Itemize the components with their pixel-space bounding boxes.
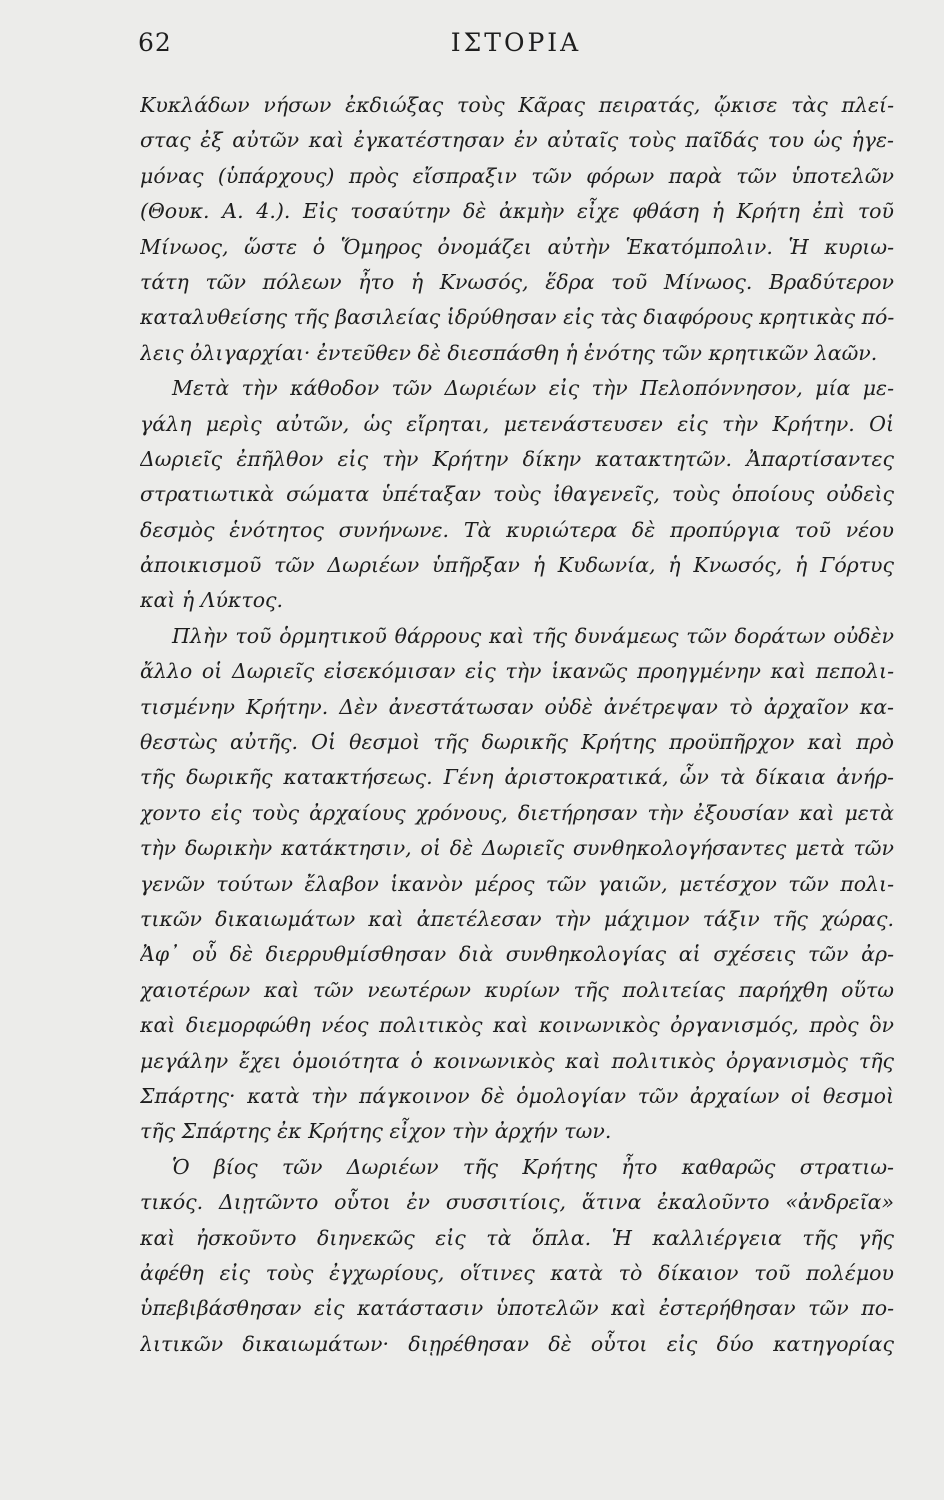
text-line: τάτη τῶν πόλεων ἦτο ἡ Κνωσός, ἕδρα τοῦ Μίνωος. Βραδύτερον <box>140 269 894 294</box>
text-line: Ἀφ᾽ οὗ δὲ διερρυθμίσθησαν διὰ συνθηκολογίας αἱ σχέσεις τῶν ἀρ- <box>140 942 894 967</box>
text-line: καὶ διεμορφώθη νέος πολιτικὸς καὶ κοινωνικὸς ὀργανισμός, πρὸς ὃν <box>140 1013 894 1038</box>
text-line: χαιοτέρων καὶ τῶν νεωτέρων κυρίων τῆς πολιτείας παρήχθη οὕτω <box>140 977 894 1002</box>
text-line: ἀφέθη εἰς τοὺς ἐγχωρίους, οἵτινες κατὰ τὸ δίκαιον τοῦ πολέμου <box>140 1260 894 1285</box>
text-line: Μετὰ τὴν κάθοδον τῶν Δωριέων εἰς τὴν Πελοπόννησον, μία με- <box>172 376 894 401</box>
text-line: καὶ ἡ Λύκτος. <box>140 588 284 613</box>
text-line: τῆς Σπάρτης ἐκ Κρήτης εἶχον τὴν ἀρχήν των. <box>140 1119 612 1144</box>
running-title: ΙΣΤΟΡΙΑ <box>450 28 582 57</box>
text-line: καταλυθείσης τῆς βασιλείας ἱδρύθησαν εἰς τὰς διαφόρους κρητικὰς πό- <box>140 305 894 330</box>
text-line: ἄλλο οἱ Δωριεῖς εἰσεκόμισαν εἰς τὴν ἱκανῶς προηγμένην καὶ πεπολι- <box>140 659 894 684</box>
text-line: Πλὴν τοῦ ὁρμητικοῦ θάρρους καὶ τῆς δυνάμεως τῶν δοράτων οὐδὲν <box>172 623 894 648</box>
text-line: Μίνωος, ὥστε ὁ Ὅμηρος ὀνομάζει αὐτὴν Ἑκατόμπολιν. Ἡ κυριω- <box>140 234 894 259</box>
text-line: ὑπεβιβάσθησαν εἰς κατάστασιν ὑποτελῶν καὶ ἐστερήθησαν τῶν πο- <box>140 1296 894 1321</box>
text-line: τῆς δωρικῆς κατακτήσεως. Γένη ἀριστοκρατικά, ὧν τὰ δίκαια ἀνήρ- <box>140 765 894 790</box>
text-line: στας ἐξ αὐτῶν καὶ ἐγκατέστησαν ἐν αὐταῖς τοὺς παῖδάς του ὡς ἡγε- <box>140 128 894 153</box>
text-line: γενῶν τούτων ἔλαβον ἱκανὸν μέρος τῶν γαιῶν, μετέσχον τῶν πολι- <box>140 871 894 896</box>
text-line: Ὁ βίος τῶν Δωριέων τῆς Κρήτης ἦτο καθαρῶς στρατιω- <box>172 1154 894 1179</box>
page-number: 62 <box>138 28 172 57</box>
text-line: τικός. Διῃτῶντο οὗτοι ἐν συσσιτίοις, ἅτινα ἐκαλοῦντο «ἀνδρεῖα» <box>140 1190 894 1215</box>
text-line: (Θουκ. Α. 4.). Εἰς τοσαύτην δὲ ἀκμὴν εἶχε φθάση ἡ Κρήτη ἐπὶ τοῦ <box>140 199 894 224</box>
text-line: στρατιωτικὰ σώματα ὑπέταξαν τοὺς ἰθαγενεῖς, τοὺς ὁποίους οὐδεὶς <box>140 482 894 507</box>
text-line: δεσμὸς ἑνότητος συνήνωνε. Τὰ κυριώτερα δὲ προπύργια τοῦ νέου <box>140 517 894 542</box>
text-line: μεγάλην ἔχει ὁμοιότητα ὁ κοινωνικὸς καὶ πολιτικὸς ὀργανισμὸς τῆς <box>140 1048 894 1073</box>
text-line: λεις ὀλιγαρχίαι· ἐντεῦθεν δὲ διεσπάσθη ἡ ἑνότης τῶν κρητικῶν λαῶν. <box>140 340 878 365</box>
text-line: καὶ ἠσκοῦντο διηνεκῶς εἰς τὰ ὅπλα. Ἡ καλλιέργεια τῆς γῆς <box>140 1225 894 1250</box>
text-line: Κυκλάδων νήσων ἐκδιώξας τοὺς Κᾶρας πειρατάς, ᾤκισε τὰς πλεί- <box>140 93 894 117</box>
body-text <box>140 88 894 1362</box>
text-line: τὴν δωρικὴν κατάκτησιν, οἱ δὲ Δωριεῖς συνθηκολογήσαντες μετὰ τῶν <box>140 836 894 861</box>
text-line: ἀποικισμοῦ τῶν Δωριέων ὑπῆρξαν ἡ Κυδωνία, ἡ Κνωσός, ἡ Γόρτυς <box>140 553 894 578</box>
text-line: γάλη μερὶς αὐτῶν, ὡς εἴρηται, μετενάστευσεν εἰς τὴν Κρήτην. Οἱ <box>140 411 894 436</box>
text-line: χοντο εἰς τοὺς ἀρχαίους χρόνους, διετήρησαν τὴν ἐξουσίαν καὶ μετὰ <box>140 800 894 825</box>
paragraph <box>140 371 894 619</box>
text-line: Δωριεῖς ἐπῆλθον εἰς τὴν Κρήτην δίκην κατακτητῶν. Ἀπαρτίσαντες <box>140 446 894 471</box>
text-line: μόνας (ὑπάρχους) πρὸς εἴσπραξιν τῶν φόρων παρὰ τῶν ὑποτελῶν <box>140 163 894 188</box>
paragraph <box>140 88 894 371</box>
paragraph <box>140 1150 894 1362</box>
paragraph <box>140 619 894 1150</box>
text-line: θεστὼς αὐτῆς. Οἱ θεσμοὶ τῆς δωρικῆς Κρήτης προϋπῆρχον καὶ πρὸ <box>140 730 894 755</box>
page-header <box>138 28 874 64</box>
text-line: τισμένην Κρήτην. Δὲν ἀνεστάτωσαν οὐδὲ ἀνέτρεψαν τὸ ἀρχαῖον κα- <box>140 694 894 719</box>
text-line: Σπάρτης· κατὰ τὴν πάγκοινον δὲ ὁμολογίαν τῶν ἀρχαίων οἱ θεσμοὶ <box>140 1083 894 1108</box>
text-line: τικῶν δικαιωμάτων καὶ ἀπετέλεσαν τὴν μάχιμον τάξιν τῆς χώρας. <box>140 906 894 931</box>
text-line: λιτικῶν δικαιωμάτων· διῃρέθησαν δὲ οὗτοι εἰς δύο κατηγορίας <box>140 1331 894 1356</box>
